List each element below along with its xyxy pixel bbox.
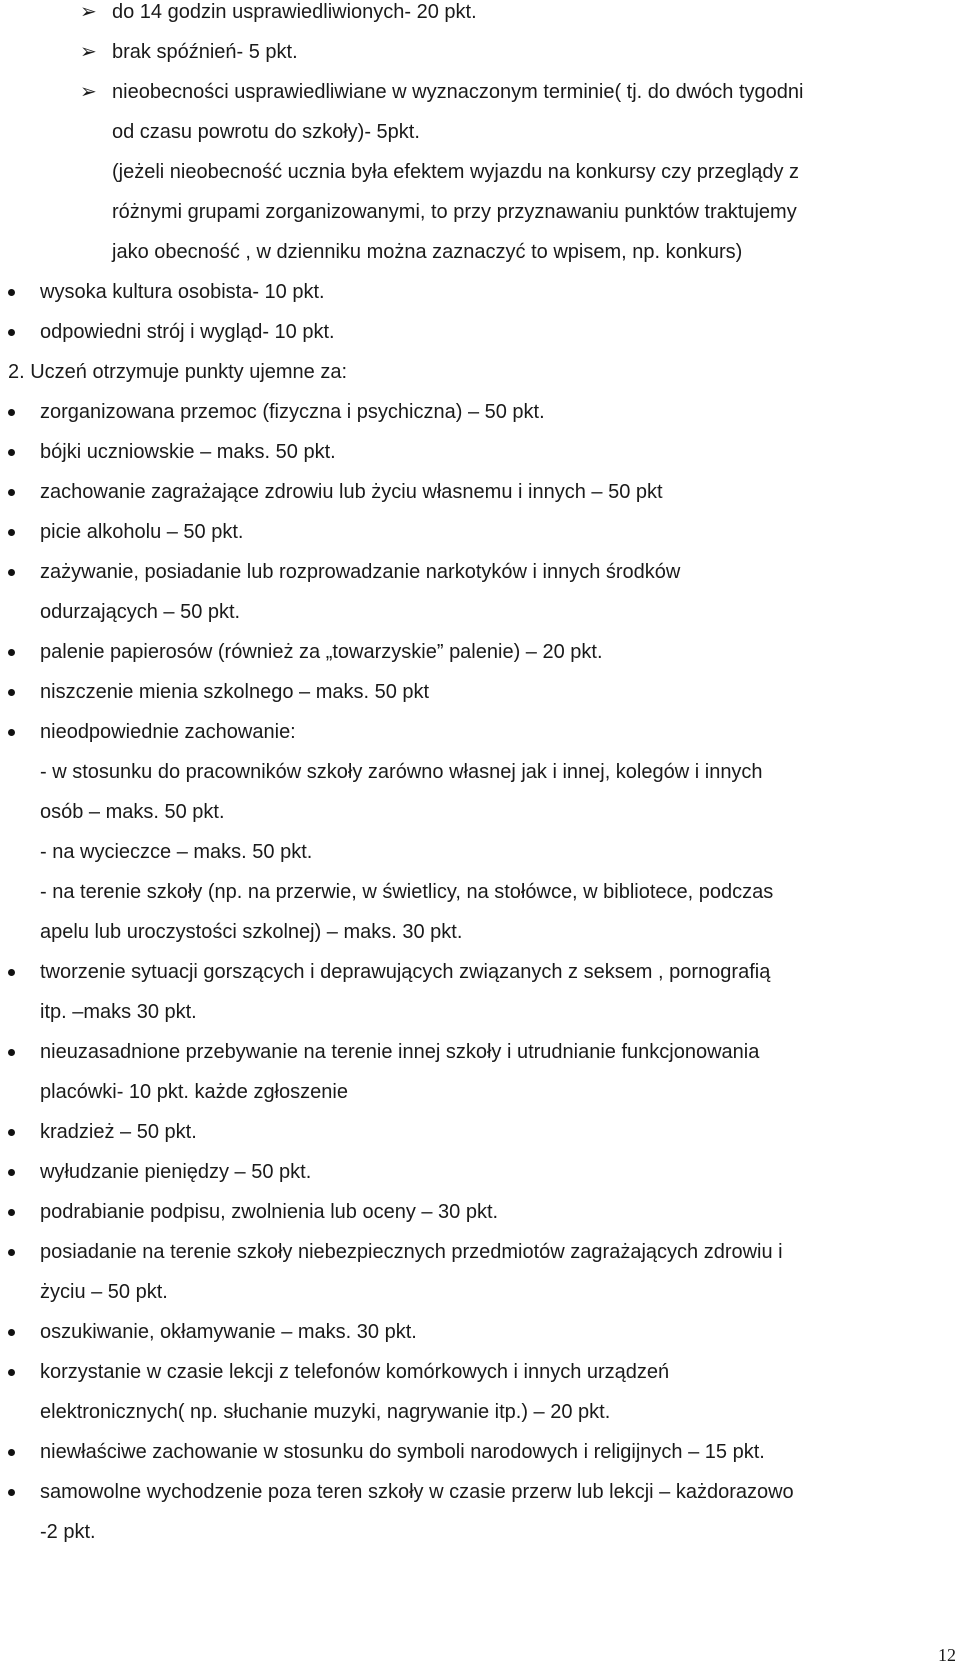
- bullet-dot-icon: [8, 489, 15, 496]
- bullet-item-line: zażywanie, posiadanie lub rozprowadzanie narkotyków i innych środków: [40, 561, 681, 583]
- bullet-dot-icon: [8, 1329, 15, 1336]
- bullet-dot-icon: [8, 569, 15, 576]
- bullet-item-line: - na terenie szkoły (np. na przerwie, w świetlicy, na stołówce, w bibliotece, podczas: [40, 881, 774, 903]
- arrow-item-line: jako obecność , w dzienniku można zaznaczyć to wpisem, np. konkurs): [112, 241, 743, 263]
- bullet-item-line: picie alkoholu – 50 pkt.: [40, 521, 244, 543]
- section-heading: 2. Uczeń otrzymuje punkty ujemne za:: [8, 361, 348, 383]
- bullet-item-line: itp. –maks 30 pkt.: [40, 1001, 197, 1023]
- bullet-dot-icon: [8, 1049, 15, 1056]
- bullet-item-line: zorganizowana przemoc (fizyczna i psychiczna) – 50 pkt.: [40, 401, 545, 423]
- bullet-dot-icon: [8, 1449, 15, 1456]
- bullet-item-line: osób – maks. 50 pkt.: [40, 801, 225, 823]
- bullet-dot-icon: [8, 529, 15, 536]
- arrow-bullet-icon: ➢: [80, 1, 97, 23]
- bullet-item-line: życiu – 50 pkt.: [40, 1281, 168, 1303]
- bullet-item-line: podrabianie podpisu, zwolnienia lub oceny – 30 pkt.: [40, 1201, 499, 1223]
- bullet-item-line: elektronicznych( np. słuchanie muzyki, nagrywanie itp.) – 20 pkt.: [40, 1401, 611, 1423]
- bullet-item-line: korzystanie w czasie lekcji z telefonów komórkowych i innych urządzeń: [40, 1361, 670, 1383]
- bullet-item-line: apelu lub uroczystości szkolnej) – maks. 30 pkt.: [40, 921, 463, 943]
- bullet-dot-icon: [8, 289, 15, 296]
- bullet-dot-icon: [8, 329, 15, 336]
- bullet-dot-icon: [8, 689, 15, 696]
- bullet-dot-icon: [8, 729, 15, 736]
- arrow-item-line: brak spóźnień- 5 pkt.: [112, 41, 298, 63]
- bullet-item-line: wyłudzanie pieniędzy – 50 pkt.: [40, 1161, 312, 1183]
- bullet-dot-icon: [8, 1249, 15, 1256]
- bullet-dot-icon: [8, 1369, 15, 1376]
- arrow-item-line: nieobecności usprawiedliwiane w wyznaczonym terminie( tj. do dwóch tygodni: [112, 81, 804, 103]
- bullet-dot-icon: [8, 409, 15, 416]
- bullet-item-line: posiadanie na terenie szkoły niebezpiecznych przedmiotów zagrażających zdrowiu i: [40, 1241, 783, 1263]
- arrow-bullet-icon: ➢: [80, 41, 97, 63]
- bullet-item-line: placówki- 10 pkt. każde zgłoszenie: [40, 1081, 348, 1103]
- bullet-dot-icon: [8, 1489, 15, 1496]
- bullet-item-line: -2 pkt.: [40, 1521, 96, 1543]
- bullet-item-line: - na wycieczce – maks. 50 pkt.: [40, 841, 313, 863]
- bullet-item-line: bójki uczniowskie – maks. 50 pkt.: [40, 441, 336, 463]
- bullet-dot-icon: [8, 649, 15, 656]
- bullet-item-line: nieuzasadnione przebywanie na terenie innej szkoły i utrudnianie funkcjonowania: [40, 1041, 760, 1063]
- bullet-dot-icon: [8, 1209, 15, 1216]
- arrow-bullet-icon: ➢: [80, 81, 97, 103]
- bullet-item-line: niewłaściwe zachowanie w stosunku do symboli narodowych i religijnych – 15 pkt.: [40, 1441, 765, 1463]
- bullet-item-line: palenie papierosów (również za „towarzyskie” palenie) – 20 pkt.: [40, 641, 603, 663]
- arrow-item-line: od czasu powrotu do szkoły)- 5pkt.: [112, 121, 420, 143]
- bullet-item-line: zachowanie zagrażające zdrowiu lub życiu własnemu i innych – 50 pkt: [40, 481, 663, 503]
- arrow-item-line: różnymi grupami zorganizowanymi, to przy przyznawaniu punktów traktujemy: [112, 201, 797, 223]
- bullet-item-line: kradzież – 50 pkt.: [40, 1121, 197, 1143]
- bullet-item-line: odurzających – 50 pkt.: [40, 601, 241, 623]
- bullet-item-line: niszczenie mienia szkolnego – maks. 50 pkt: [40, 681, 430, 703]
- arrow-item-line: do 14 godzin usprawiedliwionych- 20 pkt.: [112, 1, 477, 23]
- bullet-dot-icon: [8, 449, 15, 456]
- bullet-dot-icon: [8, 969, 15, 976]
- bullet-item-line: - w stosunku do pracowników szkoły zarówno własnej jak i innej, kolegów i innych: [40, 761, 763, 783]
- bullet-item-line: oszukiwanie, okłamywanie – maks. 30 pkt.: [40, 1321, 417, 1343]
- bullet-item-line: tworzenie sytuacji gorszących i deprawujących związanych z seksem , pornografią: [40, 961, 771, 983]
- bullet-dot-icon: [8, 1129, 15, 1136]
- page-number: 12: [938, 1645, 956, 1665]
- bullet-item-line: wysoka kultura osobista- 10 pkt.: [40, 281, 325, 303]
- bullet-item-line: odpowiedni strój i wygląd- 10 pkt.: [40, 321, 335, 343]
- bullet-item-line: samowolne wychodzenie poza teren szkoły w czasie przerw lub lekcji – każdorazowo: [40, 1481, 794, 1503]
- arrow-item-line: (jeżeli nieobecność ucznia była efektem wyjazdu na konkursy czy przeglądy z: [112, 161, 800, 183]
- bullet-item-line: nieodpowiednie zachowanie:: [40, 721, 296, 743]
- bullet-dot-icon: [8, 1169, 15, 1176]
